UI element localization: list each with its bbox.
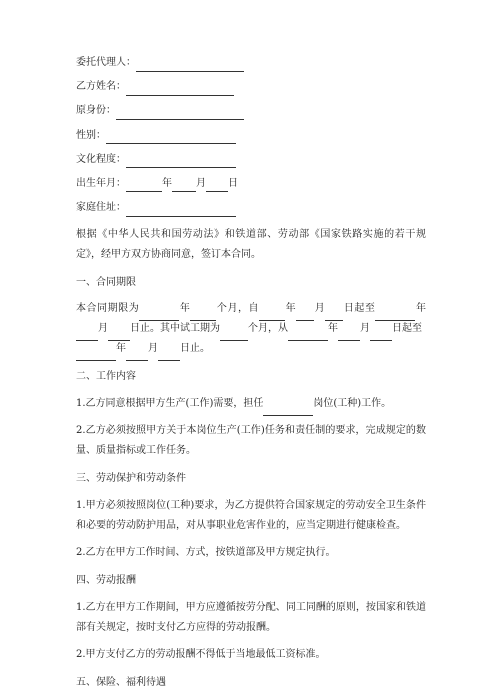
education-blank[interactable] <box>126 155 236 168</box>
identity-blank[interactable] <box>116 107 244 120</box>
term-text: 月 <box>148 343 158 355</box>
trial-end-day-blank[interactable] <box>158 348 180 361</box>
birth-month-blank[interactable] <box>172 179 196 192</box>
contract-page <box>76 52 426 693</box>
field-label: 委托代理人： <box>76 57 136 68</box>
field-birth <box>76 173 426 195</box>
term-months-blank[interactable] <box>190 308 216 321</box>
work-text: 岗位(工种)工作。 <box>313 398 392 410</box>
end-year-blank[interactable] <box>375 308 415 321</box>
trial-end-month-blank[interactable] <box>126 348 148 361</box>
term-text: 月 <box>360 323 370 335</box>
term-text: 月 <box>314 303 326 315</box>
term-text: 月 <box>98 323 108 335</box>
term-text: 日起至 <box>392 323 422 335</box>
term-text: 年 <box>179 303 191 315</box>
work-paragraph-2: 2.乙方必须按照甲方关于本岗位生产(工作)任务和责任制的要求，完成规定的数量、质量指标或工作任务。 <box>76 425 426 457</box>
section-title-insurance: 五、保险、福利待遇 <box>76 677 166 689</box>
birth-day-blank[interactable] <box>206 179 228 192</box>
work-text: 1.乙方同意根据甲方生产(工作)需要，担任 <box>76 398 264 410</box>
position-blank[interactable] <box>263 403 313 416</box>
end-month-blank[interactable] <box>76 328 98 341</box>
field-address <box>76 197 426 219</box>
term-years-blank[interactable] <box>139 308 179 321</box>
trial-end-year-blank[interactable] <box>76 348 116 361</box>
birth-year-blank[interactable] <box>126 179 162 192</box>
agent-blank[interactable] <box>136 59 244 72</box>
start-year-blank[interactable] <box>259 308 285 321</box>
field-label: 文化程度： <box>76 153 126 165</box>
field-identity <box>76 100 426 122</box>
pay-paragraph-1: 1.乙方在甲方工作期间，甲方应遵循按劳分配、同工同酬的原则，按国家和铁道部有关规定，按时支付乙方应得的劳动报酬。 <box>76 602 426 634</box>
term-text: 年 <box>328 323 338 335</box>
work-paragraph-1 <box>76 394 426 414</box>
start-day-blank[interactable] <box>325 308 343 321</box>
term-text: 个月，自 <box>216 303 260 315</box>
trial-start-day-blank[interactable] <box>370 328 392 341</box>
pay-paragraph-2: 2.甲方支付乙方的劳动报酬不得低于当地最低工资标准。 <box>76 649 326 661</box>
term-text: 日止。 <box>180 343 210 355</box>
term-text: 年 <box>285 303 297 315</box>
field-agent <box>76 52 426 74</box>
term-text: 年 <box>116 343 126 355</box>
section-title-term: 一、合同期限 <box>76 277 136 289</box>
birth-month-unit: 月 <box>196 177 206 189</box>
term-text: 年 <box>415 303 427 315</box>
start-month-blank[interactable] <box>296 308 314 321</box>
section-title-pay: 四、劳动报酬 <box>76 575 136 587</box>
section-title-protection: 三、劳动保护和劳动条件 <box>76 473 186 485</box>
field-education <box>76 149 426 171</box>
protection-paragraph-1: 1.甲方必须按照岗位(工种)要求，为乙方提供符合国家规定的劳动安全卫生条件和必要的劳动防护用品，对从事职业危害作业的，应当定期进行健康检查。 <box>76 500 426 532</box>
term-text: 日止。其中试工期为 <box>130 323 220 335</box>
address-label: 家庭住址： <box>76 202 126 214</box>
birth-year-unit: 年 <box>162 177 172 189</box>
trial-start-month-blank[interactable] <box>338 328 360 341</box>
trial-start-year-blank[interactable] <box>288 328 328 341</box>
gender-blank[interactable] <box>106 131 236 144</box>
intro-paragraph: 根据《中华人民共和国劳动法》和铁道部、劳动部《国家铁路实施的若干规定》，经甲方双方协商同意，签订本合同。 <box>76 229 426 261</box>
term-text: 个月，从 <box>248 323 288 335</box>
name-blank[interactable] <box>126 83 234 96</box>
protection-paragraph-2: 2.乙方在甲方工作时间、方式，按铁道部及甲方规定执行。 <box>76 547 336 559</box>
term-paragraph <box>76 299 426 359</box>
field-label: 乙方姓名： <box>76 81 126 93</box>
birth-day-unit: 日 <box>228 177 238 189</box>
field-label: 性别： <box>76 129 106 141</box>
term-text: 本合同期限为 <box>76 303 140 315</box>
trial-months-blank[interactable] <box>220 328 248 341</box>
field-name <box>76 76 426 98</box>
birth-label: 出生年月： <box>76 177 126 189</box>
address-blank[interactable] <box>126 204 236 217</box>
section-title-work: 二、工作内容 <box>76 371 136 383</box>
term-text: 日起至 <box>343 303 376 315</box>
end-day-blank[interactable] <box>108 328 130 341</box>
field-gender <box>76 125 426 147</box>
field-label: 原身份： <box>76 105 116 117</box>
